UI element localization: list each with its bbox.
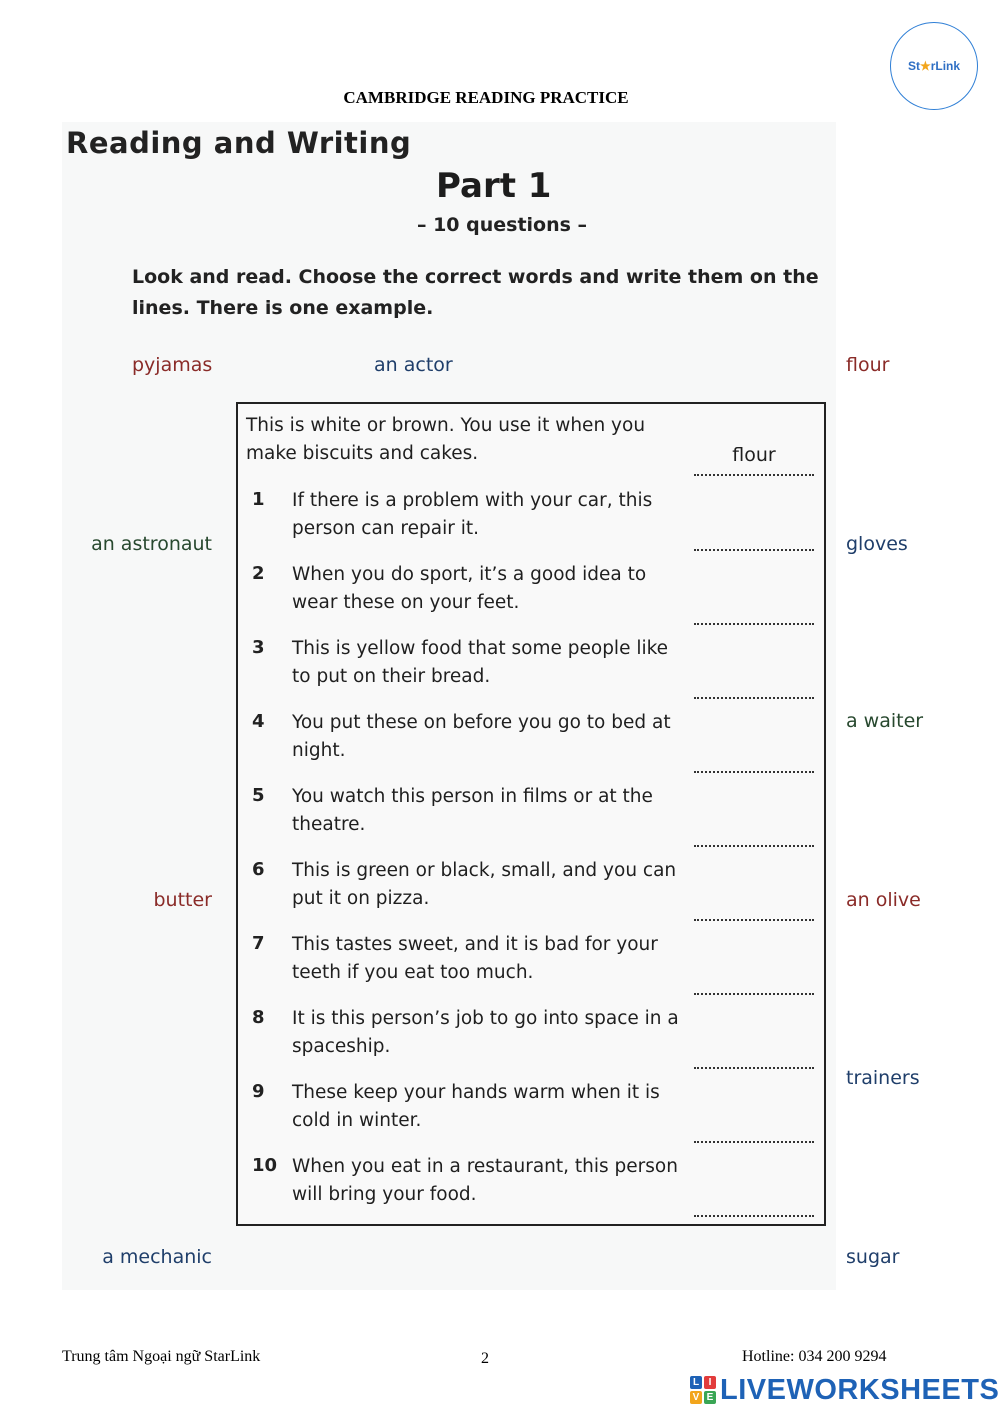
word-a-waiter: a waiter: [846, 710, 924, 732]
example-item: [238, 412, 824, 482]
example-answer: flour: [732, 444, 776, 466]
liveworksheets-watermark: [690, 1372, 999, 1408]
page-number: 2: [481, 1350, 489, 1367]
answer-line[interactable]: [694, 895, 814, 921]
question-number: 7: [252, 933, 265, 954]
answer-line[interactable]: [694, 525, 814, 551]
question-text: This is yellow food that some people like to put on their bread.: [292, 638, 669, 687]
question-number: 2: [252, 563, 265, 584]
question-item: [238, 487, 824, 557]
instructions: Look and read. Choose the correct words and write them on the lines. There is one example.: [132, 266, 819, 319]
word-butter: butter: [153, 889, 212, 911]
question-box: [236, 402, 826, 1226]
answer-line[interactable]: [694, 1191, 814, 1217]
question-number: 4: [252, 711, 265, 732]
answer-line[interactable]: [694, 599, 814, 625]
question-count: – 10 questions –: [416, 214, 588, 236]
question-text: It is this person’s job to go into space in a spaceship.: [292, 1008, 679, 1057]
answer-line[interactable]: [694, 747, 814, 773]
question-item: [238, 1153, 824, 1223]
question-number: 3: [252, 637, 265, 658]
question-text: You watch this person in films or at the theatre.: [292, 786, 653, 835]
footer-center-name: Trung tâm Ngoại ngữ StarLink: [62, 1348, 261, 1365]
question-item: [238, 709, 824, 779]
liveworksheets-logo-icon: L I V E: [690, 1376, 716, 1404]
question-text: These keep your hands warm when it is cold in winter.: [292, 1082, 660, 1131]
question-number: 1: [252, 489, 265, 510]
question-text: You put these on before you go to bed at night.: [292, 712, 671, 761]
question-number: 8: [252, 1007, 265, 1028]
word-flour: flour: [846, 354, 890, 376]
word-an-astronaut: an astronaut: [91, 533, 212, 555]
question-text: If there is a problem with your car, this person can repair it.: [292, 490, 653, 539]
question-text: This is green or black, small, and you can put it on pizza.: [292, 860, 677, 909]
section-title: Reading and Writing: [66, 126, 412, 160]
word-an-actor: an actor: [374, 354, 453, 376]
question-item: [238, 931, 824, 1001]
question-item: [238, 783, 824, 853]
logo-text: St★rLink: [907, 59, 961, 73]
question-item: [238, 1079, 824, 1149]
word-trainers: trainers: [846, 1067, 920, 1089]
footer-hotline: Hotline: 034 200 9294: [742, 1348, 887, 1365]
question-number: 10: [252, 1155, 278, 1176]
example-text: This is white or brown. You use it when you make biscuits and cakes.: [246, 415, 646, 464]
part-title: Part 1: [436, 166, 552, 206]
answer-line[interactable]: [694, 969, 814, 995]
word-gloves: gloves: [846, 533, 908, 555]
word-an-olive: an olive: [846, 889, 921, 911]
answer-line[interactable]: [694, 1117, 814, 1143]
word-sugar: sugar: [846, 1246, 900, 1268]
answer-line[interactable]: [694, 821, 814, 847]
question-item: [238, 561, 824, 631]
question-item: [238, 857, 824, 927]
question-text: This tastes sweet, and it is bad for your teeth if you eat too much.: [292, 934, 658, 983]
question-number: 5: [252, 785, 265, 806]
question-number: 9: [252, 1081, 265, 1102]
question-text: When you do sport, it’s a good idea to wear these on your feet.: [292, 564, 647, 613]
word-a-mechanic: a mechanic: [102, 1246, 212, 1268]
answer-line[interactable]: [694, 1043, 814, 1069]
example-answer-line: [694, 444, 814, 476]
question-item: [238, 1005, 824, 1075]
answer-line[interactable]: [694, 673, 814, 699]
word-pyjamas: pyjamas: [132, 354, 213, 376]
question-number: 6: [252, 859, 265, 880]
document-title: CAMBRIDGE READING PRACTICE: [343, 88, 629, 107]
question-text: When you eat in a restaurant, this person will bring your food.: [292, 1156, 678, 1205]
question-item: [238, 635, 824, 705]
liveworksheets-text: LIVEWORKSHEETS: [720, 1373, 1000, 1406]
